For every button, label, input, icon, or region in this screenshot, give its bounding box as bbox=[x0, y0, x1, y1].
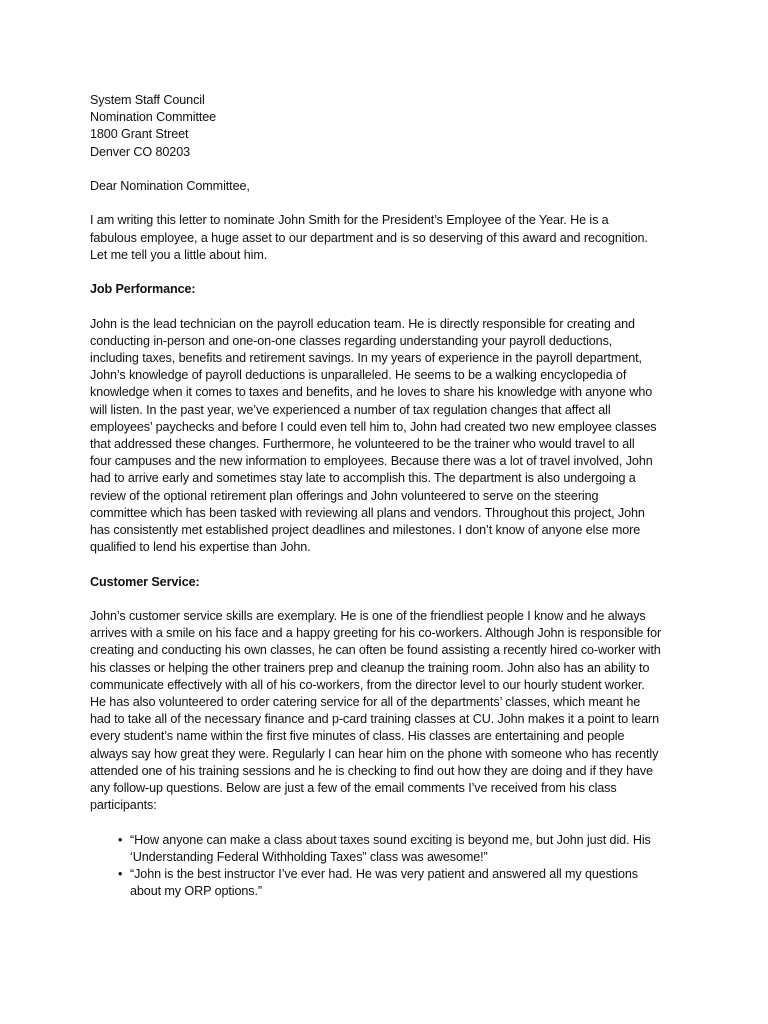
text-line: employees’ paychecks and before I could even tell him to, John had created two new employee classes bbox=[90, 419, 657, 434]
text-line: committee which has been tasked with reviewing all plans and vendors. Throughout this project, John bbox=[90, 505, 645, 520]
text-line: knowledge when it comes to taxes and benefits, and he loves to share his knowledge with anyone who bbox=[90, 385, 653, 400]
text-line: participants: bbox=[90, 798, 157, 813]
address-line: Nomination Committee bbox=[90, 110, 217, 125]
section-heading-customer-service: Customer Service: bbox=[90, 574, 200, 589]
text-line: creating and conducting his own classes, he can often be found assisting a recently hired co-worker with bbox=[90, 643, 661, 658]
list-item bbox=[90, 866, 702, 900]
address-line: Denver CO 80203 bbox=[90, 144, 191, 159]
text-line: attended one of his training sessions and he is checking to find out how they are doing and if they have bbox=[90, 763, 653, 778]
text-line: four campuses and the new information to employees. Because there was a lot of travel involved, John bbox=[90, 454, 653, 469]
text-line: every student’s name within the first five minutes of class. His classes are entertaining and people bbox=[90, 729, 625, 744]
text-line: his classes or helping the other trainers prep and cleanup the training room. John also has an ability to bbox=[90, 660, 650, 675]
intro-paragraph bbox=[90, 212, 702, 264]
text-line: had to take all of the necessary finance and p-card training classes at CU. John makes it a point to learn bbox=[90, 712, 660, 727]
section-heading-job-performance: Job Performance: bbox=[90, 282, 196, 297]
text-line: has consistently met established project deadlines and milestones. I don’t know of anyone else more bbox=[90, 523, 641, 538]
recipient-address bbox=[90, 92, 702, 161]
text-line: review of the optional retirement plan offerings and John volunteered to serve on the steering bbox=[90, 488, 599, 503]
text-line: “How anyone can make a class about taxes sound exciting is beyond me, but John just did. His bbox=[130, 832, 651, 847]
text-line: Let me tell you a little about him. bbox=[90, 247, 268, 262]
text-line: “John is the best instructor I’ve ever had. He was very patient and answered all my questions bbox=[130, 867, 639, 882]
job-performance-paragraph bbox=[90, 316, 702, 557]
customer-service-paragraph bbox=[90, 608, 702, 814]
text-line: arrives with a smile on his face and a happy greeting for his co-workers. Although John is responsible for bbox=[90, 626, 662, 641]
text-line: ‘Understanding Federal Withholding Taxes” class was awesome!” bbox=[130, 849, 488, 864]
text-line: fabulous employee, a huge asset to our department and is so deserving of this award and recognition. bbox=[90, 230, 648, 245]
text-line: including taxes, benefits and retirement savings. In my years of experience in the payroll department, bbox=[90, 350, 642, 365]
text-line: John’s customer service skills are exemplary. He is one of the friendliest people I know and he always bbox=[90, 609, 646, 623]
list-item bbox=[90, 832, 702, 866]
address-line: System Staff Council bbox=[90, 93, 205, 107]
text-line: He has also volunteered to order catering service for all of the departments’ classes, which meant he bbox=[90, 695, 641, 710]
comments-list bbox=[90, 832, 702, 901]
text-line: communicate effectively with all of his co-workers, from the director level to our hourly student worker. bbox=[90, 677, 645, 692]
address-line: 1800 Grant Street bbox=[90, 127, 189, 142]
text-line: will listen. In the past year, we’ve experienced a number of tax regulation changes that affect all bbox=[90, 402, 611, 417]
text-line: that addressed these changes. Furthermore, he volunteered to be the trainer who would travel to all bbox=[90, 437, 635, 451]
text-line: any follow-up questions. Below are just a few of the email comments I’ve received from his class bbox=[90, 781, 617, 796]
text-line: had to arrive early and sometimes stay late to accomplish this. The department is also undergoing a bbox=[90, 471, 636, 486]
text-line: about my ORP options.” bbox=[130, 884, 262, 899]
text-line: I am writing this letter to nominate John Smith for the President’s Employee of the Year. He is a bbox=[90, 213, 609, 228]
letter-page bbox=[90, 92, 702, 900]
text-line: qualified to lend his expertise than John. bbox=[90, 540, 311, 555]
text-line: conducting in-person and one-on-one classes regarding understanding your payroll deductions, bbox=[90, 333, 613, 348]
text-line: John is the lead technician on the payroll education team. He is directly responsible for creating and bbox=[90, 316, 635, 331]
bullet-icon: • bbox=[118, 832, 123, 847]
salutation: Dear Nomination Committee, bbox=[90, 179, 250, 193]
text-line: John’s knowledge of payroll deductions is unparalleled. He seems to be a walking encyclopedia of bbox=[90, 368, 627, 383]
bullet-icon: • bbox=[118, 867, 123, 882]
text-line: always say how great they were. Regularly I can hear him on the phone with someone who has recently bbox=[90, 746, 659, 761]
